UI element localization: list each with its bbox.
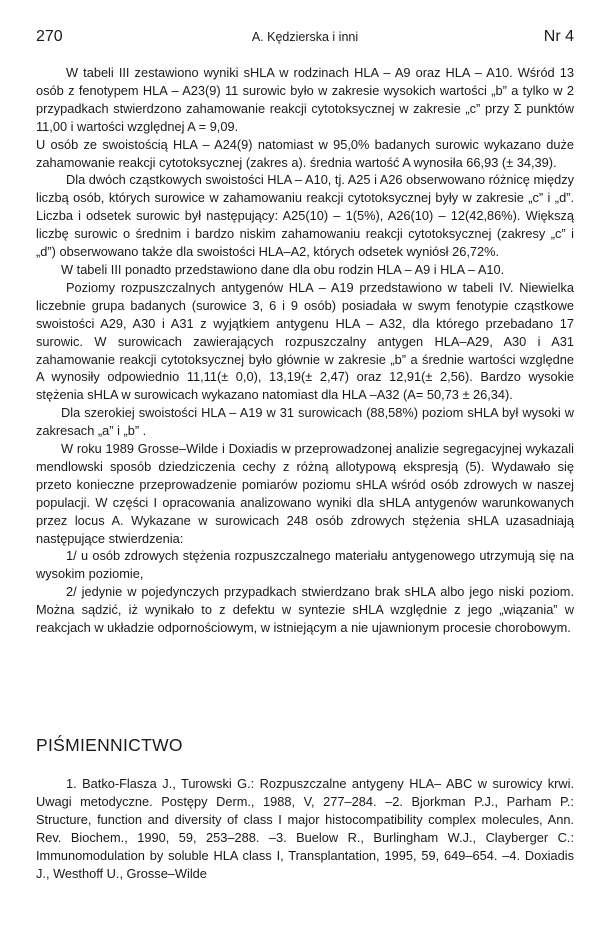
paragraph: W roku 1989 Grosse–Wilde i Doxiadis w przeprowadzonej analizie segregacyjnej wykazali mendlowski sposób dziedziczenia cechy z różną allotypową ekspresją (5). Wydawało się przeto konieczne przeprowadzenie pomiarów poziomu sHLA wśród osób zdrowych w naszej populacji. W części I opracowania analizowano wyniki dla sHLA antygenów warunkowanych przez locus A. Wykazane w surowicach 248 osób zdrowych stężenia sHLA uzasadniają następujące stwierdzenia: <box>36 441 574 546</box>
references-heading: PIŚMIENNICTWO <box>36 735 183 755</box>
paragraph: Dla szerokiej swoistości HLA – A19 w 31 surowicach (88,58%) poziom sHLA był wysoki w zakresach „a” i „b” . <box>36 405 574 439</box>
article-body <box>36 64 574 637</box>
page-number: 270 <box>36 28 63 45</box>
list-item: 2/ jedynie w pojedynczych przypadkach stwierdzano brak sHLA albo jego niski poziom. Można sądzić, iż wynikało to z defektu w syntezie sHLA względnie z jego „wiązania” w reakcjach w układzie odpornościowym, w istniejącym a nie ujawnionym procesie chorobowym. <box>36 584 574 636</box>
page-header <box>36 28 574 46</box>
paragraph: W tabeli III ponadto przedstawiono dane dla obu rodzin HLA – A9 i HLA – A10. <box>61 261 505 277</box>
running-title: A. Kędzierska i inni <box>251 30 359 44</box>
list-item: 1/ u osób zdrowych stężenia rozpuszczalnego materiału antygenowego utrzymują się na wysokim poziomie, <box>36 548 574 582</box>
paragraph: Dla dwóch cząstkowych swoistości HLA – A10, tj. A25 i A26 obserwowano różnicę między liczbą osób, których surowice w zahamowaniu reakcji cytotoksycznej były w zakresie „c” i „d”. Liczba i odsetek surowic był następujący: A25(10) – 1(5%), A26(10) – 12(42,86%). Większą liczbę surowic o średnim i bardzo niskim zahamowaniu reakcji cytotoksycznej (zakresy „c” i „d”) obserwowano także dla swoistości HLA–A2, których odsetek wyniósł 26,72%. <box>36 172 574 260</box>
paragraph: W tabeli III zestawiono wyniki sHLA w rodzinach HLA – A9 oraz HLA – A10. Wśród 13 osób z fenotypem HLA – A23(9) 11 surowic było w zakresie wysokich wartości „b” a tylko w 2 przypadkach stwierdzono zahamowanie reakcji cytotoksycznej w zakresie „c” przy Σ punktów 11,00 i wartości względnej A = 9,09. <box>36 65 574 134</box>
references-list: 1. Batko-Flasza J., Turowski G.: Rozpuszczalne antygeny HLA– ABC w surowicy krwi. Uwagi metodyczne. Postępy Derm., 1988, V, 277–284. –2. Bjorkman P.J., Parham P.: Structure, function and diversity of class I major histocompatibility complex molecules, Ann. Rev. Biochem., 1990, 59, 253–288. –3. Buelow R., Burlingham W.J., Clayberger C.: Immunomodulation by soluble HLA class I, Transplantation, 1995, 59, 649–654. –4. Doxiadis J., Westhoff U., Grosse–Wilde <box>36 776 574 881</box>
paragraph: Poziomy rozpuszczalnych antygenów HLA – A19 przedstawiono w tabeli IV. Niewielka liczebnie grupa badanych (surowice 3, 6 i 9 osób) posiadała w swym fenotypie cząstkowe swoistości A29, A30 i A31 z wyjątkiem antygenu HLA – A32, dla którego przebadano 17 surowic. W surowicach zawierających rozpuszczalny antygen HLA–A29, A30 i A31 zahamowanie reakcji cytotoksycznej było głównie w zakresie „b” a średnie wartości względne A wynosiły odpowiednio 11,11(± 0,0), 13,19(± 2,47) oraz 12,91(± 2,56). Bardzo wysokie stężenia sHLA w surowicach wykazano natomiast dla HLA –A32 (A= 50,73 ± 26,34). <box>36 279 574 403</box>
paragraph: U osób ze swoistością HLA – A24(9) natomiast w 95,0% badanych surowic wykazano duże zahamowanie reakcji cytotoksycznej (zakres a). średnia wartość A wynosiła 66,93 (± 34,39). <box>36 136 574 170</box>
issue-number: Nr 4 <box>543 28 574 45</box>
